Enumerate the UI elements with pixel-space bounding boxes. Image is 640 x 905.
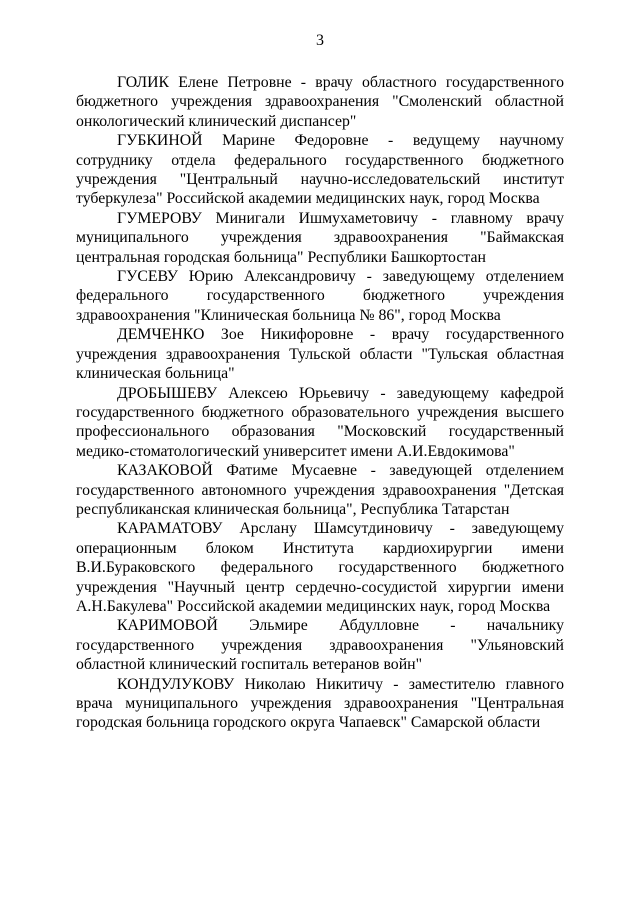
award-entry-kazakova: КАЗАКОВОЙ Фатиме Мусаевне - заведующей отделением государственного автономного учреждения здравоохранения "Детская республиканская клиническая больница", Республика Татарстан xyxy=(76,462,564,518)
award-entry-demchenko: ДЕМЧЕНКО Зое Никифоровне - врачу государственного учреждения здравоохранения Тульской области "Тульская областная клиническая больница" xyxy=(76,326,564,383)
award-entry-karamatov: КАРАМАТОВУ Арслану Шамсутдиновичу - заведующему операционным блоком Института кардиохирургии имени В.И.Бураковского федерального государственного бюджетного учреждения "Научный центр сердечно-сосудистой хирургии имени А.Н.Бакулева" Российской академии медицинских наук, город Москва xyxy=(76,520,564,615)
award-entry-karimova: КАРИМОВОЙ Эльмире Абдулловне - начальнику государственного учреждения здравоохранения "Ульяновский областной клинический госпиталь ветеранов войн" xyxy=(76,617,564,674)
award-entry-gusev: ГУСЕВУ Юрию Александровичу - заведующему отделением федерального государственного бюджетного учреждения здравоохранения "Клиническая больница № 86", город Москва xyxy=(76,268,564,324)
award-entry-kondulukov: КОНДУЛУКОВУ Николаю Никитичу - заместителю главного врача муниципального учреждения здравоохранения "Центральная городская больница городского округа Чапаевск" Самарской области xyxy=(76,675,564,732)
award-entry-gubkina: ГУБКИНОЙ Марине Федоровне - ведущему научному сотруднику отдела федерального государственного бюджетного учреждения "Центральный научно-исследовательский институт туберкулеза" Российской академии медицинских наук, город Москва xyxy=(76,132,564,208)
page-number: 3 xyxy=(316,32,324,49)
award-list xyxy=(76,73,564,733)
award-entry-gumerov: ГУМЕРОВУ Минигали Ишмухаметовичу - главному врачу муниципального учреждения здравоохранения "Баймакская центральная городская больница" Республики Башкортостан xyxy=(76,209,564,266)
award-entry-drobyshev: ДРОБЫШЕВУ Алексею Юрьевичу - заведующему кафедрой государственного бюджетного образовательного учреждения высшего профессионального образования "Московский государственный медико-стоматологический университет имени А.И.Евдокимова" xyxy=(76,384,564,460)
award-entry-golik: ГОЛИК Елене Петровне - врачу областного государственного бюджетного учреждения здравоохранения "Смоленский областной онкологический клинический диспансер" xyxy=(76,74,564,130)
